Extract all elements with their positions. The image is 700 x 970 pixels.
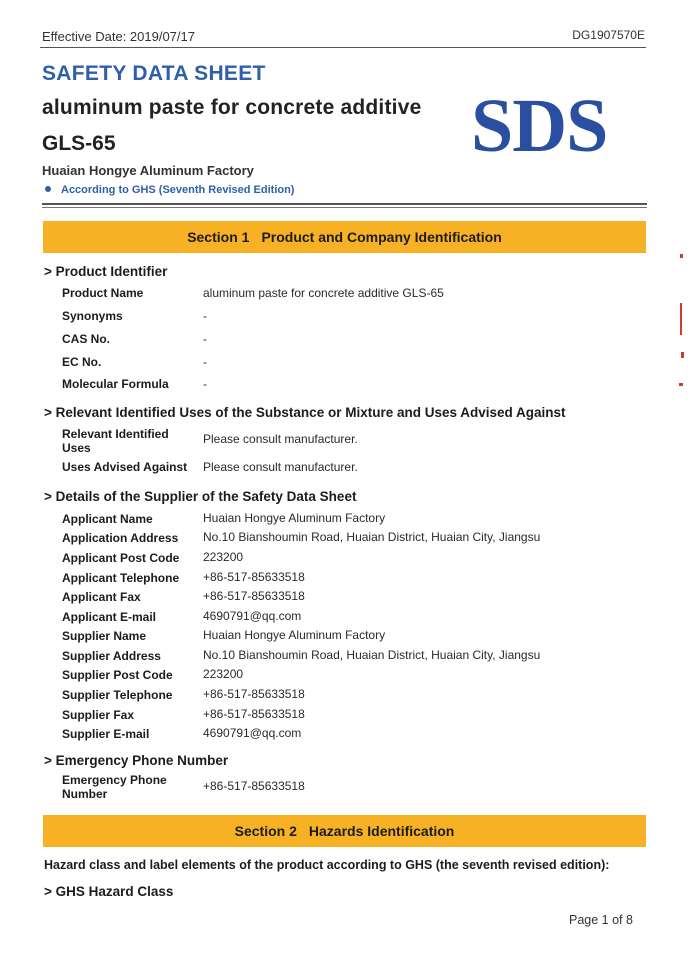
section-1-title: Product and Company Identification — [261, 229, 502, 245]
field-value: - — [203, 309, 207, 323]
field-label: Supplier Post Code — [62, 668, 173, 682]
field-value: +86-517-85633518 — [203, 589, 305, 603]
field-value: 4690791@qq.com — [203, 726, 302, 740]
field-value: +86-517-85633518 — [203, 707, 305, 721]
product-title: aluminum paste for concrete additive — [42, 96, 422, 119]
field-value: +86-517-85633518 — [203, 779, 305, 793]
field-value: Please consult manufacturer. — [203, 460, 358, 474]
field-value: - — [203, 355, 207, 369]
field-label: Uses Advised Against — [62, 460, 188, 474]
field-label: Applicant E-mail — [62, 610, 157, 624]
field-value: No.10 Bianshoumin Road, Huaian District, Huaian City, Jiangsu — [203, 530, 541, 544]
hazard-intro: Hazard class and label elements of the product according to GHS (the seventh revised edition): — [44, 858, 610, 872]
field-value: 223200 — [203, 667, 244, 681]
field-label: Applicant Post Code — [62, 551, 180, 565]
field-value: +86-517-85633518 — [203, 687, 305, 701]
scan-mark — [679, 383, 683, 386]
uses-heading: > Relevant Identified Uses of the Substance or Mixture and Uses Advised Against — [44, 405, 566, 420]
document-code: DG1907570E — [572, 28, 645, 42]
section-1-number: Section 1 — [187, 229, 250, 245]
title-divider — [42, 203, 647, 205]
field-label: Supplier E-mail — [62, 727, 150, 741]
field-label: Relevant Identified Uses — [62, 427, 169, 455]
scan-mark — [680, 254, 683, 258]
ghs-edition-text: According to GHS (Seventh Revised Edition) — [61, 184, 295, 196]
section-2-header — [43, 815, 646, 847]
field-value: Huaian Hongye Aluminum Factory — [203, 628, 386, 642]
field-label: Applicant Name — [62, 512, 153, 526]
section-2-title: Hazards Identification — [308, 823, 455, 839]
supplier-heading: > Details of the Supplier of the Safety Data Sheet — [44, 489, 357, 504]
field-label: Emergency Phone Number — [62, 773, 167, 801]
section-1-header — [43, 221, 646, 253]
field-label: Application Address — [62, 531, 179, 545]
field-value: - — [203, 377, 207, 391]
ghs-edition-note — [42, 184, 294, 196]
title-divider-thin — [42, 207, 647, 208]
scan-mark — [681, 352, 684, 358]
field-value: - — [203, 332, 207, 346]
field-label: EC No. — [62, 355, 102, 369]
field-label: Supplier Fax — [62, 708, 135, 722]
field-value: 223200 — [203, 550, 244, 564]
sds-logo: SDS — [471, 84, 608, 168]
product-identifier-heading: > Product Identifier — [44, 264, 168, 279]
field-value: 4690791@qq.com — [203, 609, 302, 623]
effective-date: Effective Date: 2019/07/17 — [42, 29, 195, 44]
field-label: CAS No. — [62, 332, 110, 346]
field-value: aluminum paste for concrete additive GLS-65 — [203, 286, 444, 300]
scan-mark — [680, 303, 682, 335]
field-value: Huaian Hongye Aluminum Factory — [203, 511, 386, 525]
page-number: Page 1 of 8 — [569, 913, 633, 927]
product-code: GLS-65 — [42, 132, 116, 155]
bullet-icon — [45, 186, 51, 192]
emergency-heading: > Emergency Phone Number — [44, 753, 229, 768]
field-label: Synonyms — [62, 309, 123, 323]
field-label: Supplier Address — [62, 649, 161, 663]
field-value: +86-517-85633518 — [203, 570, 305, 584]
field-value: No.10 Bianshoumin Road, Huaian District, Huaian City, Jiangsu — [203, 648, 541, 662]
field-label: Supplier Name — [62, 629, 147, 643]
company-name: Huaian Hongye Aluminum Factory — [42, 163, 254, 178]
field-label: Molecular Formula — [62, 377, 169, 391]
field-label: Supplier Telephone — [62, 688, 173, 702]
field-label: Product Name — [62, 286, 144, 300]
ghs-hazard-class-heading: > GHS Hazard Class — [44, 884, 174, 899]
field-label: Applicant Fax — [62, 590, 141, 604]
field-value: Please consult manufacturer. — [203, 432, 358, 446]
field-label: Applicant Telephone — [62, 571, 180, 585]
header-divider — [40, 47, 646, 48]
document-title: SAFETY DATA SHEET — [42, 62, 266, 85]
section-2-number: Section 2 — [234, 823, 297, 839]
